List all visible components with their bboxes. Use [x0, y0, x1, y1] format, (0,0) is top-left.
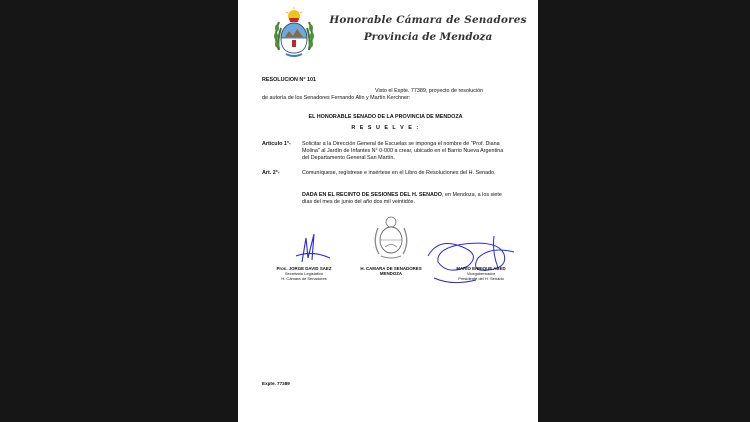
article-2-text: Comuníquese, regístrese e insértese en el Libro de Resoluciones del H. Senado. — [302, 170, 496, 176]
signer-3-role: Vicegobernador — [466, 271, 496, 276]
signature-abed — [418, 232, 530, 290]
document-page — [238, 0, 538, 422]
signature-block-1 — [264, 266, 344, 281]
signer-1-name: Proc. JORGE DAVID SAEZ — [276, 266, 332, 271]
visto-line1: Visto el Expte. 77389, proyecto de resolución — [375, 88, 484, 94]
dada-bold: DADA EN EL RECINTO DE SESIONES DEL H. SENADO — [302, 192, 442, 198]
signature-block-3 — [436, 266, 526, 281]
article-2-label: Art. 2°- — [262, 170, 280, 176]
senado-heading: EL HONORABLE SENADO DE LA PROVINCIA DE MENDOZA — [308, 114, 463, 120]
resuelve-heading: R E S U E L V E : — [351, 125, 420, 131]
signature-block-2 — [346, 266, 436, 276]
chamber-title — [328, 12, 528, 46]
mendoza-crest-icon — [271, 6, 317, 60]
dada-rest: , en Mendoza, a los siete días del mes de junio del año dos mil veintidós. — [302, 192, 502, 206]
chamber-title-line2: Provincia de Mendoza — [363, 31, 493, 43]
signer-1-role: Secretario Legislativo — [284, 271, 324, 276]
visto-line2: de autoría de los Senadores Fernando Alin y Martín Kerchner: — [262, 95, 411, 102]
seal-label: H. CAMARA DE SENADORES — [360, 266, 422, 271]
dada-paragraph — [302, 192, 511, 206]
signer-1-org: H. Cámara de Senadores — [281, 276, 327, 281]
signer-3-name: MARIO ENRIQUE ABED — [456, 266, 506, 271]
signer-3-org: Presidente del H. Senado — [458, 276, 504, 281]
footer-expte: Expte. 77389 — [262, 381, 290, 386]
seal-city: MENDOZA — [379, 271, 403, 276]
chamber-title-line1: Honorable Cámara de Senadores — [329, 14, 527, 26]
visto-paragraph — [262, 88, 509, 102]
resolution-number: RESOLUCION N° 101 — [262, 77, 316, 83]
article-1-label: Artículo 1°- — [262, 141, 291, 147]
senate-seal-icon — [368, 214, 414, 262]
article-1-text: Solicitar a la Dirección General de Escuelas se imponga el nombre de "Prof. Diana Molina" al Jardín de Infantes N° 0-000 a crear, ubicado en el Barrio Nueva Argentina del Departamento General San Martín. — [302, 141, 504, 162]
signature-saez — [290, 232, 334, 266]
